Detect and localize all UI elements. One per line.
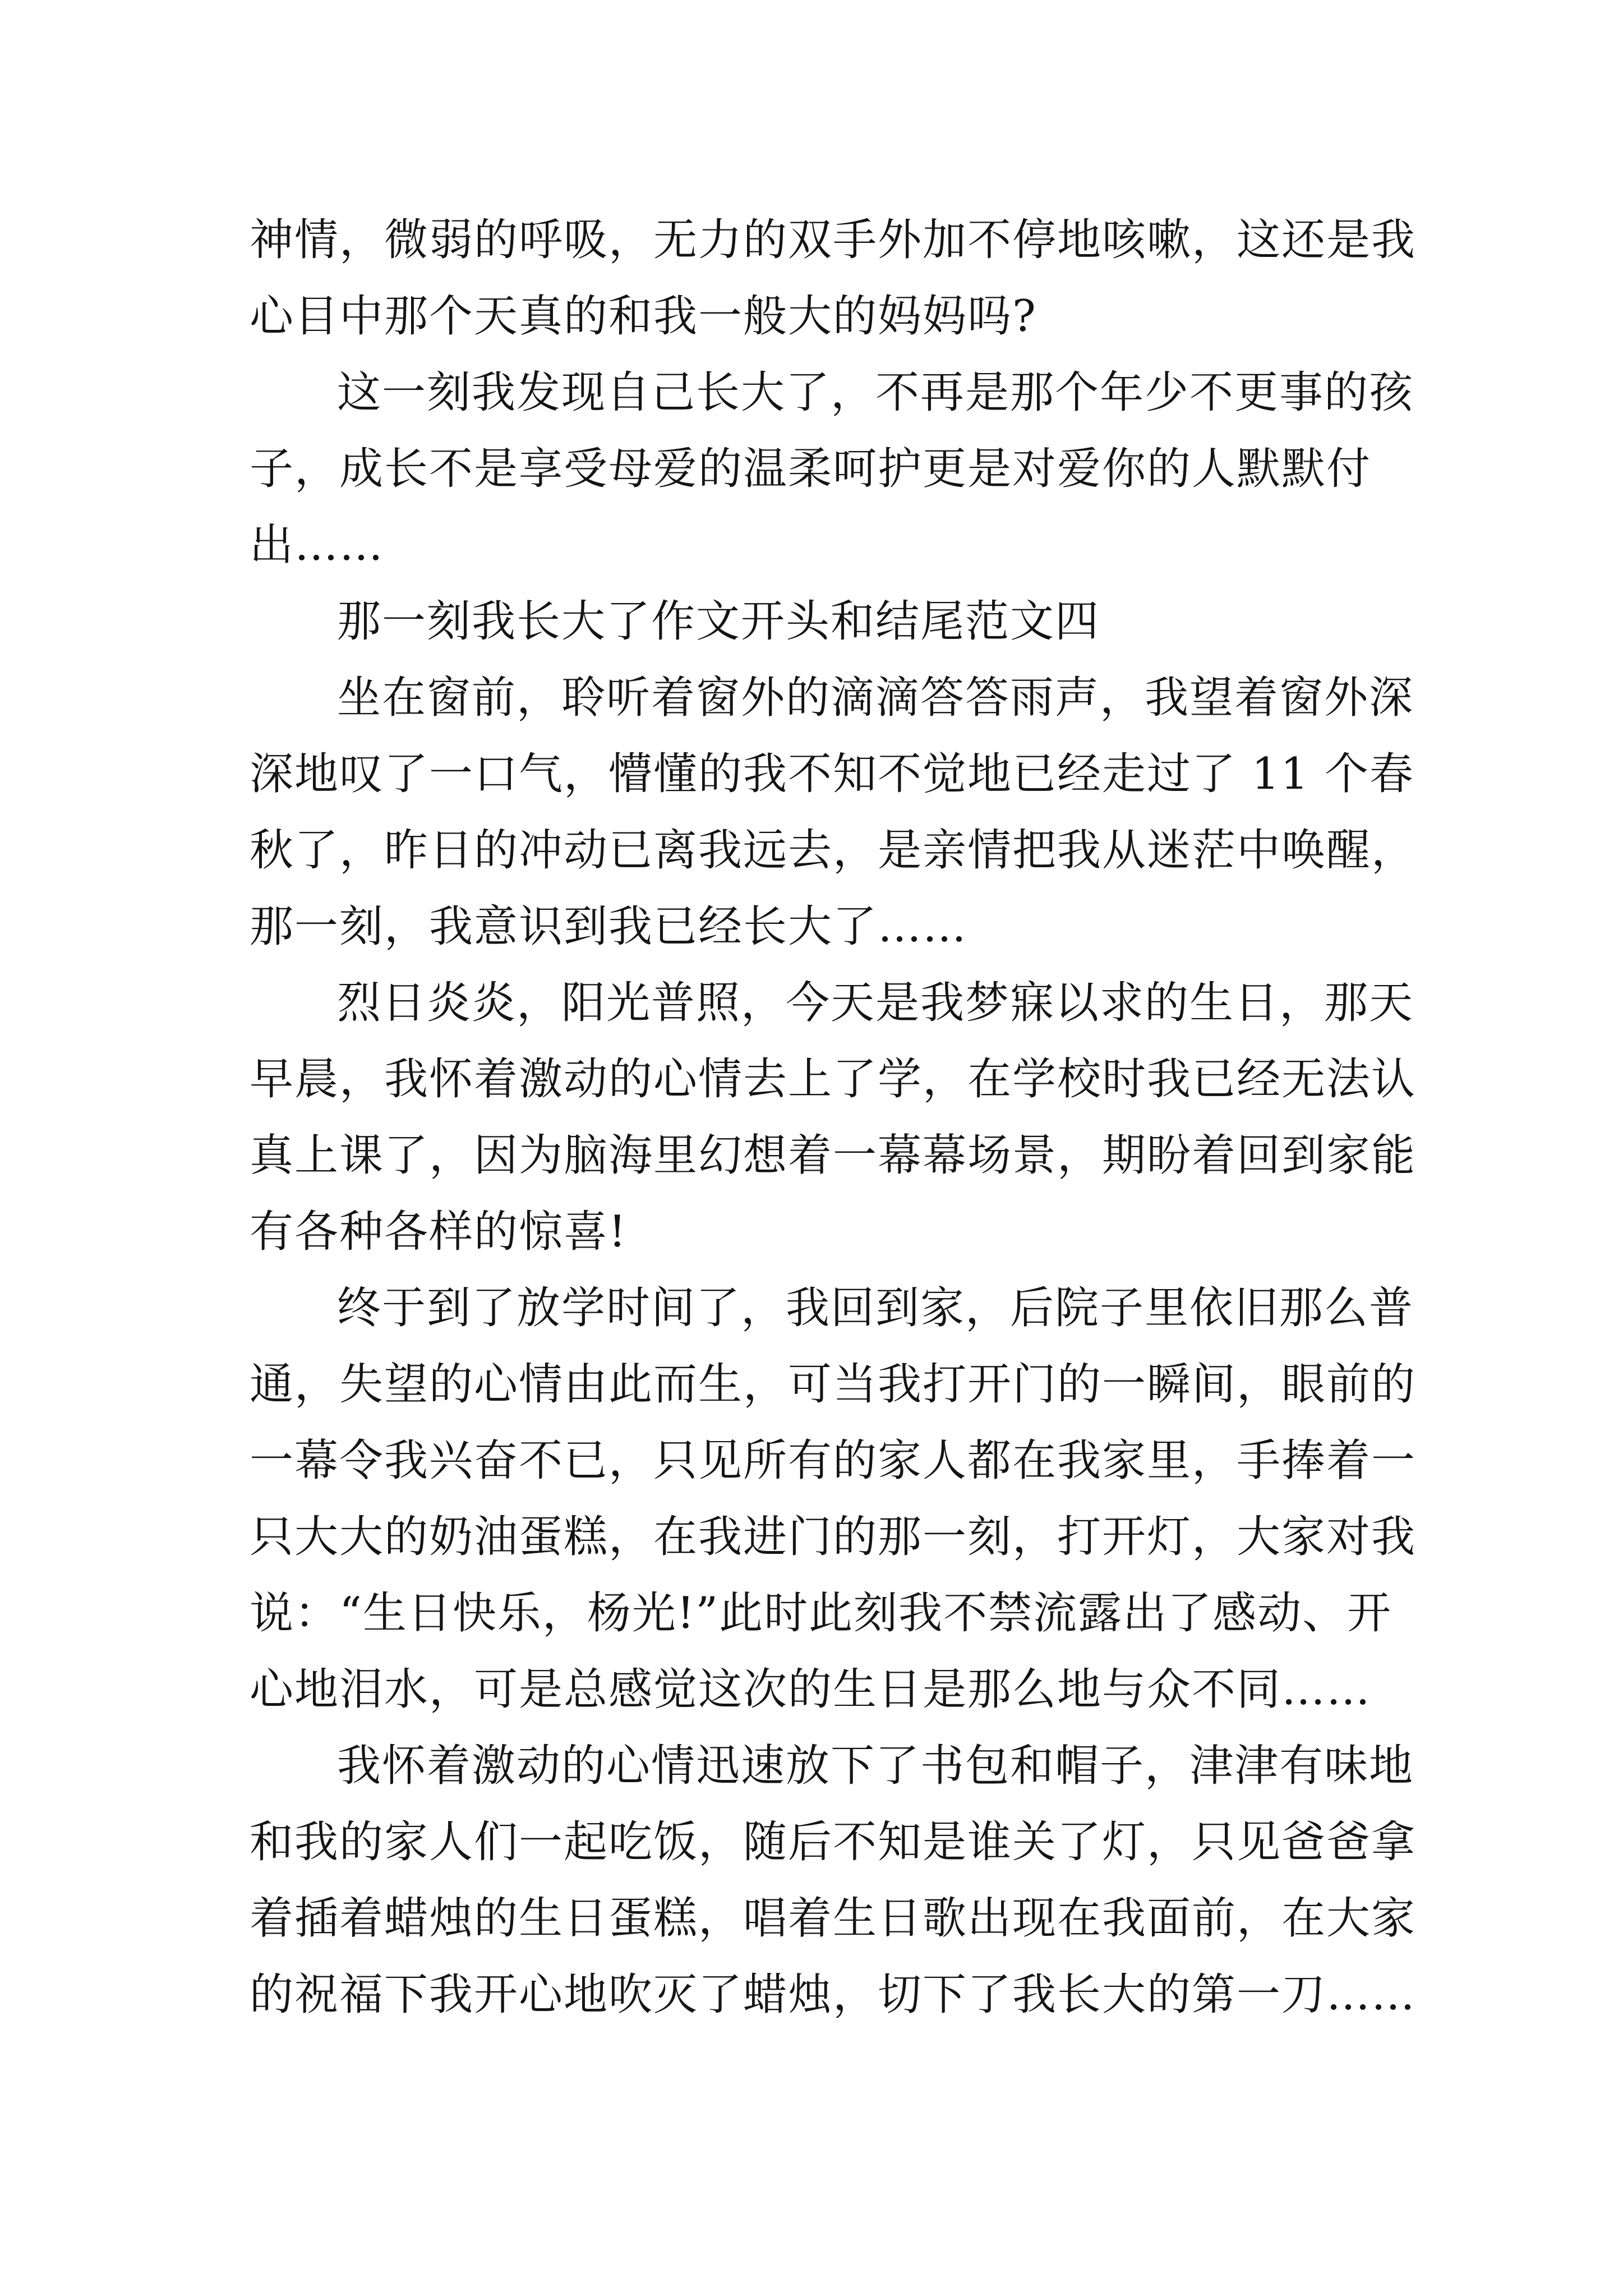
line-text: 真上课了，因为脑海里幻想着一幕幕场景，期盼着回到家能 bbox=[250, 1130, 1417, 1181]
text-line bbox=[250, 202, 1417, 278]
document-body bbox=[250, 202, 1417, 2033]
line-text: 神情，微弱的呼吸，无力的双手外加不停地咳嗽，这还是我 bbox=[250, 215, 1417, 265]
text-line bbox=[250, 1804, 1417, 1880]
text-line bbox=[250, 1957, 1417, 2033]
paragraph-first-line bbox=[250, 355, 1414, 431]
line-text: 深地叹了一口气，懵懂的我不知不觉地已经走过了 11 个春 bbox=[250, 749, 1414, 799]
text-line bbox=[250, 507, 1394, 583]
text-line bbox=[250, 889, 1394, 965]
paragraph-first-line bbox=[250, 1270, 1414, 1346]
line-text: 有各种各样的惊喜! bbox=[250, 1207, 628, 1257]
line-text: 坐在窗前，聆听着窗外的滴滴答答雨声，我望着窗外深 bbox=[337, 673, 1414, 723]
line-text: 烈日炎炎，阳光普照，今天是我梦寐以求的生日，那天 bbox=[337, 978, 1414, 1028]
line-text: 子，成长不是享受母爱的温柔呵护更是对爱你的人默默付 bbox=[250, 444, 1372, 494]
heading-text: 那一刻我长大了作文开头和结尾范文四 bbox=[337, 596, 1100, 647]
text-line bbox=[250, 278, 1394, 355]
paragraph-first-line bbox=[250, 965, 1414, 1041]
text-line bbox=[250, 1880, 1417, 1957]
line-text: 通，失望的心情由此而生，可当我打开门的一瞬间，眼前的 bbox=[250, 1359, 1417, 1410]
line-text: 的祝福下我开心地吹灭了蜡烛，切下了我长大的第一刀…… bbox=[250, 1970, 1417, 2020]
line-text: 和我的家人们一起吃饭，随后不知是谁关了灯，只见爸爸拿 bbox=[250, 1817, 1417, 1867]
line-text: 心地泪水，可是总感觉这次的生日是那么地与众不同…… bbox=[250, 1664, 1372, 1715]
line-text: 一幕令我兴奋不已，只见所有的家人都在我家里，手捧着一 bbox=[250, 1435, 1417, 1486]
text-line bbox=[250, 1117, 1417, 1194]
text-line bbox=[250, 812, 1417, 889]
text-line bbox=[250, 1499, 1417, 1575]
line-text: 那一刻，我意识到我已经长大了…… bbox=[250, 901, 968, 952]
line-text: 我怀着激动的心情迅速放下了书包和帽子，津津有味地 bbox=[337, 1741, 1414, 1791]
paragraph-first-line bbox=[250, 660, 1414, 736]
line-text: 这一刻我发现自己长大了，不再是那个年少不更事的孩 bbox=[337, 367, 1414, 418]
text-line bbox=[250, 1346, 1417, 1423]
line-text: 说：“生日快乐，杨光!”此时此刻我不禁流露出了感动、开 bbox=[250, 1588, 1393, 1639]
line-text: 出…… bbox=[250, 520, 385, 570]
text-line bbox=[250, 1651, 1394, 1728]
text-line bbox=[250, 1575, 1394, 1651]
line-text: 终于到了放学时间了，我回到家，后院子里依旧那么普 bbox=[337, 1283, 1414, 1333]
section-heading bbox=[250, 583, 1394, 660]
line-text: 早晨，我怀着激动的心情去上了学，在学校时我已经无法认 bbox=[250, 1054, 1417, 1105]
line-text: 着插着蜡烛的生日蛋糕，唱着生日歌出现在我面前，在大家 bbox=[250, 1893, 1417, 1944]
text-line bbox=[250, 736, 1414, 812]
paragraph-first-line bbox=[250, 1728, 1414, 1804]
line-text: 心目中那个天真的和我一般大的妈妈吗? bbox=[250, 291, 1037, 342]
text-line bbox=[250, 1041, 1417, 1117]
text-line bbox=[250, 1423, 1417, 1499]
line-text: 只大大的奶油蛋糕，在我进门的那一刻，打开灯，大家对我 bbox=[250, 1512, 1417, 1562]
text-line bbox=[250, 1194, 1394, 1270]
line-text: 秋了，昨日的冲动已离我远去，是亲情把我从迷茫中唤醒， bbox=[250, 825, 1417, 876]
text-line bbox=[250, 431, 1394, 507]
